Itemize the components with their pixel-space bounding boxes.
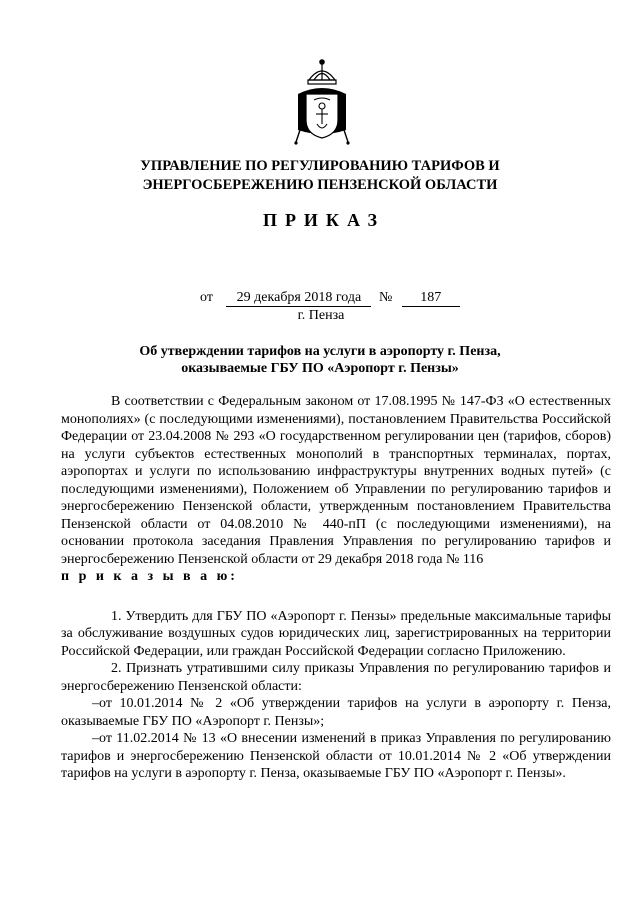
coat-of-arms-icon xyxy=(292,58,352,146)
organization-name-line1: УПРАВЛЕНИЕ ПО РЕГУЛИРОВАНИЮ ТАРИФОВ И xyxy=(140,158,500,174)
order-number: 187 xyxy=(402,290,460,307)
order-subject-line1: Об утверждении тарифов на услуги в аэропорту г. Пенза, xyxy=(139,344,501,359)
order-subject-line2: оказываемые ГБУ ПО «Аэропорт г. Пензы» xyxy=(181,361,459,376)
order-date: 29 декабря 2018 года xyxy=(226,290,371,307)
number-label: № xyxy=(378,290,393,305)
organization-name-line2: ЭНЕРГОСБЕРЕЖЕНИЮ ПЕНЗЕНСКОЙ ОБЛАСТИ xyxy=(142,177,498,193)
organization-name xyxy=(100,157,540,195)
order-subject xyxy=(110,343,530,377)
city: г. Пенза xyxy=(297,308,345,323)
order-word: п р и к а з ы в а ю: xyxy=(61,569,238,584)
order-body xyxy=(61,393,611,783)
preamble-paragraph: В соответствии с Федеральным законом от 17.08.1995 № 147-ФЗ «О естественных монополиях» (с последующими изменениями), постановлением Правительства Российской Федерации от 23.04.2008 № 293 «О государственном регулировании цен (тарифов, сборов) на услуги субъектов естественных монополий в транспортных терминалах, портах, аэропортах и услуги по использованию инфраструктуры внутренних водных путей» (с последующими изменениями), Положением об Управлении по регулированию тарифов и энергосбережению Пензенской области, утвержденным постановлением Правительства Пензенской области от 04.08.2010 № 440-пП (с последующими изменениями), на основании протокола заседания Правления Управления по регулированию тарифов и энергосбережению Пензенской области от 29 декабря 2018 года № 116 xyxy=(61,394,611,567)
item-1: 1. Утвердить для ГБУ ПО «Аэропорт г. Пензы» предельные максимальные тарифы за обслуживание воздушных судов юридических лиц, зарегистрированных на территории Российской Федерации, или граждан Российской Федерации согласно Приложению. xyxy=(61,608,611,659)
date-number-line xyxy=(200,290,460,307)
item-2-subitem-b: –от 11.02.2014 № 13 «О внесении изменений в приказ Управления по регулированию тарифов и энергосбережению Пензенской области от 10.01.2014 № 2 «Об утверждении тарифов на услуги в аэропорту г. Пенза, оказываемые ГБУ ПО «Аэропорт г. Пензы». xyxy=(61,731,611,781)
item-2: 2. Признать утратившими силу приказы Управления по регулированию тарифов и энергосбережению Пензенской области: xyxy=(61,661,611,694)
document-type: ПРИКАЗ xyxy=(262,210,386,230)
from-label: от xyxy=(200,290,213,305)
item-2-subitem-a: –от 10.01.2014 № 2 «Об утверждении тарифов на услуги в аэропорту г. Пенза, оказываемые ГБУ ПО «Аэропорт г. Пензы»; xyxy=(61,696,611,729)
